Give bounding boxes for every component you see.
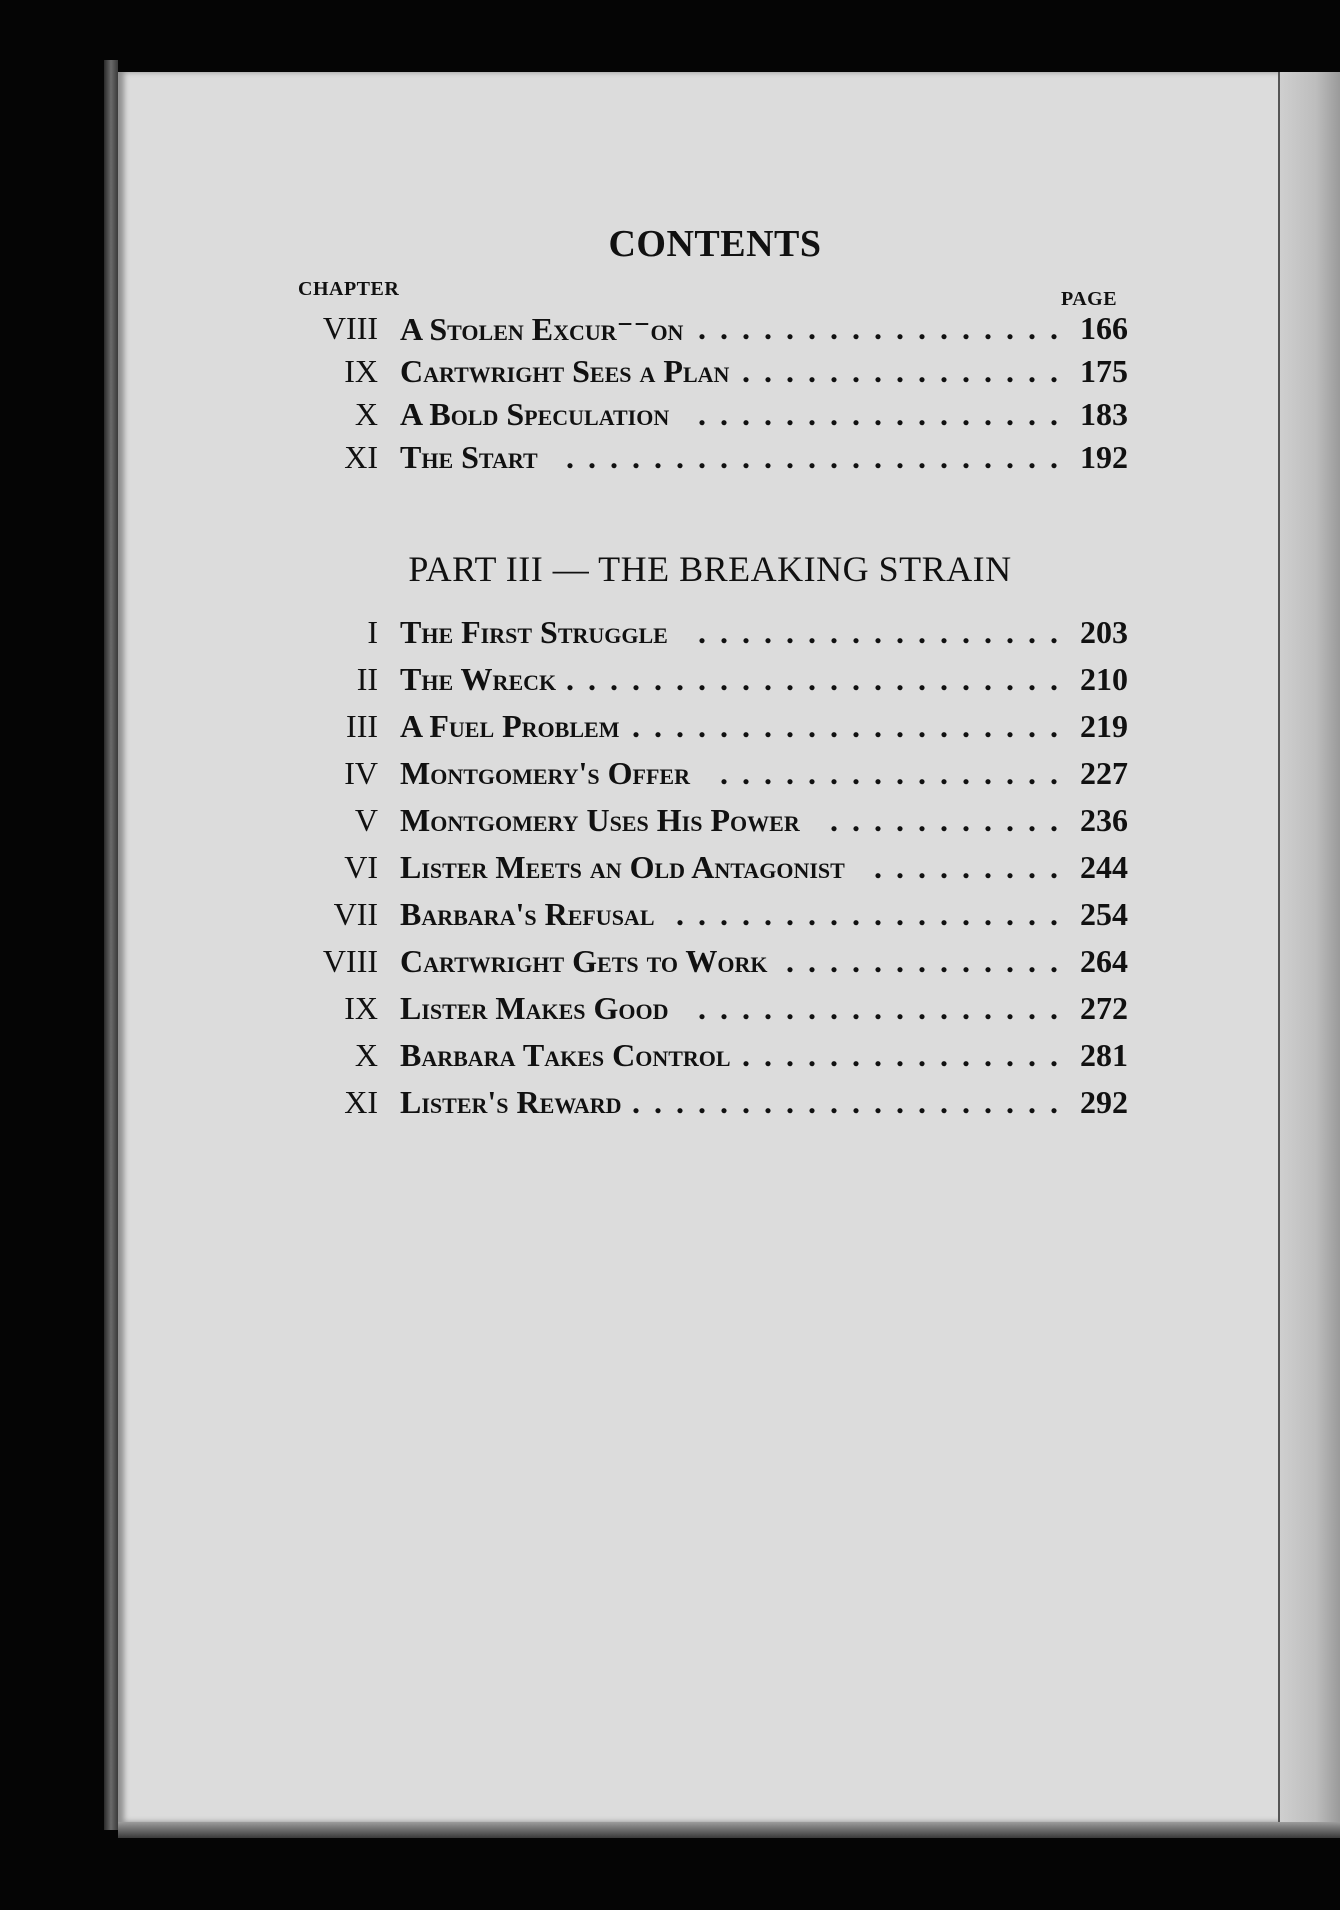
dot-leader: ....................... xyxy=(566,439,1072,475)
toc-entry xyxy=(280,661,1128,705)
chapter-number: XI xyxy=(344,1084,378,1120)
part-three-heading: PART III — THE BREAKING STRAIN xyxy=(408,549,1012,589)
toc-entry xyxy=(280,802,1128,846)
page-number: 264 xyxy=(1080,943,1128,979)
chapter-number: VIII xyxy=(322,310,378,346)
page-number: 254 xyxy=(1080,896,1128,932)
contents-heading: CONTENTS xyxy=(608,223,822,265)
page-number: 219 xyxy=(1080,708,1128,744)
chapter-column-label: CHAPTER xyxy=(298,278,400,300)
dot-leader: .................... xyxy=(632,1084,1072,1120)
toc-entry xyxy=(280,1037,1128,1081)
page-number: 203 xyxy=(1080,614,1128,650)
dot-leader: ................. xyxy=(698,614,1072,650)
dot-leader: ................. xyxy=(698,396,1072,432)
page-bottom-edge xyxy=(118,1822,1340,1838)
toc-entry xyxy=(280,614,1128,658)
book-spine xyxy=(104,60,118,1830)
page-number: 166 xyxy=(1080,310,1128,346)
dot-leader: ............... xyxy=(742,353,1072,389)
chapter-title: A Bold Speculation xyxy=(400,396,670,432)
chapter-number: VI xyxy=(344,849,378,885)
chapter-title: Barbara's Refusal xyxy=(400,896,655,932)
chapter-number: III xyxy=(346,708,378,744)
dot-leader: ............. xyxy=(786,943,1072,979)
dot-leader: ................. xyxy=(698,310,1072,346)
toc-entry xyxy=(280,849,1128,893)
toc-entry xyxy=(280,353,1128,397)
page-right-edge xyxy=(1278,72,1340,1822)
dot-leader: .................... xyxy=(632,708,1072,744)
dot-leader: ................. xyxy=(698,990,1072,1026)
chapter-title: Lister Makes Good xyxy=(400,990,669,1026)
chapter-number: X xyxy=(354,396,378,432)
toc-entry xyxy=(280,943,1128,987)
toc-entry xyxy=(280,1084,1128,1128)
chapter-number: IX xyxy=(344,990,378,1026)
page-number: 236 xyxy=(1080,802,1128,838)
dot-leader: .................. xyxy=(676,896,1072,932)
toc-entry xyxy=(280,439,1128,483)
page-number: 183 xyxy=(1080,396,1128,432)
chapter-number: VIII xyxy=(322,943,378,979)
page-number: 272 xyxy=(1080,990,1128,1026)
chapter-number: V xyxy=(354,802,378,838)
chapter-title: A Fuel Problem xyxy=(400,708,620,744)
toc-entry xyxy=(280,708,1128,752)
dot-leader: ......... xyxy=(874,849,1072,885)
page-number: 175 xyxy=(1080,353,1128,389)
page-number: 244 xyxy=(1080,849,1128,885)
chapter-number: X xyxy=(354,1037,378,1073)
chapter-number: XI xyxy=(344,439,378,475)
dot-leader: ........... xyxy=(830,802,1072,838)
chapter-title: Montgomery Uses His Power xyxy=(400,802,800,838)
toc-entry xyxy=(280,990,1128,1034)
toc-entry xyxy=(280,396,1128,440)
chapter-number: IV xyxy=(344,755,378,791)
page-column-label: PAGE xyxy=(1061,288,1118,310)
toc-entry xyxy=(280,896,1128,940)
chapter-number: I xyxy=(367,614,378,650)
dot-leader: ....................... xyxy=(566,661,1072,697)
chapter-number: VII xyxy=(333,896,378,932)
chapter-title: Cartwright Gets to Work xyxy=(400,943,768,979)
chapter-title: Barbara Takes Control xyxy=(400,1037,731,1073)
chapter-title: The First Struggle xyxy=(400,614,668,650)
dot-leader: ................ xyxy=(720,755,1072,791)
chapter-title: A Stolen Excur⁻⁻on xyxy=(400,311,684,347)
chapter-title: Lister Meets an Old Antagonist xyxy=(400,849,845,885)
page-number: 210 xyxy=(1080,661,1128,697)
page-number: 227 xyxy=(1080,755,1128,791)
toc-entry xyxy=(280,310,1128,354)
chapter-title: Montgomery's Offer xyxy=(400,755,690,791)
page-number: 292 xyxy=(1080,1084,1128,1120)
page-number: 281 xyxy=(1080,1037,1128,1073)
chapter-number: II xyxy=(356,661,378,697)
chapter-title: The Wreck xyxy=(400,661,557,697)
chapter-title: Cartwright Sees a Plan xyxy=(400,353,730,389)
chapter-number: IX xyxy=(344,353,378,389)
chapter-title: Lister's Reward xyxy=(400,1084,622,1120)
chapter-title: The Start xyxy=(400,439,538,475)
toc-entry xyxy=(280,755,1128,799)
dot-leader: ............... xyxy=(742,1037,1072,1073)
page-number: 192 xyxy=(1080,439,1128,475)
